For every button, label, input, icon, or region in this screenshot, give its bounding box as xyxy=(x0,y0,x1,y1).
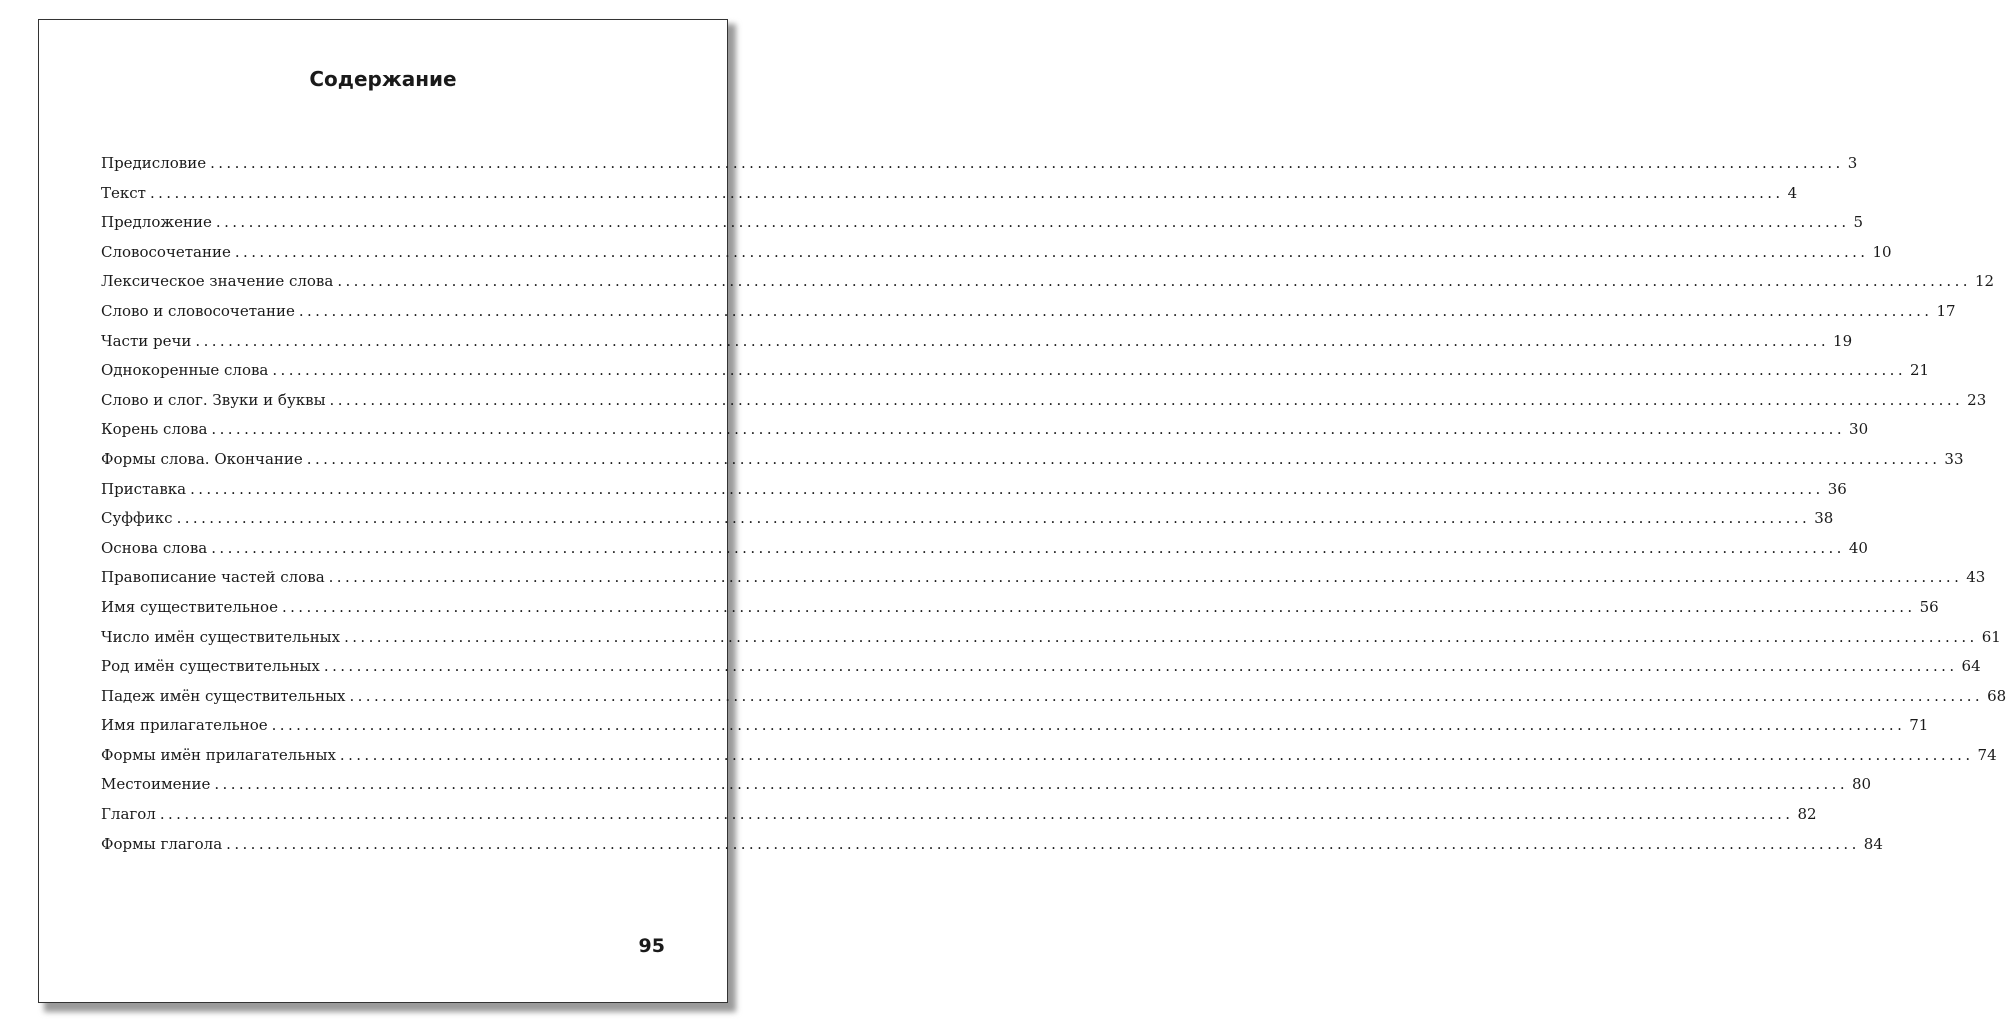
toc-entry-page: 84 xyxy=(1863,834,1883,853)
toc-entry-label: Слово и словосочетание xyxy=(101,301,295,320)
toc-entry xyxy=(101,538,1868,569)
toc-entry xyxy=(101,331,1853,362)
dot-leader: ........................................................................................................................................................................................................ xyxy=(272,361,1906,380)
dot-leader: ........................................................................................................................................................................................................ xyxy=(214,775,1849,794)
dot-leader: ........................................................................................................................................................................................................ xyxy=(306,449,1941,468)
dot-leader: ........................................................................................................................................................................................................ xyxy=(339,745,1974,764)
dot-leader: ........................................................................................................................................................................................................ xyxy=(211,420,1846,439)
toc-entry-label: Корень слова xyxy=(101,420,208,439)
toc-entry-page: 3 xyxy=(1847,154,1858,172)
dot-leader: ........................................................................................................................................................................................................ xyxy=(195,331,1830,350)
table-of-contents xyxy=(101,154,2006,864)
toc-entry-label: Однокоренные слова xyxy=(101,361,269,380)
toc-entry xyxy=(101,509,1834,539)
toc-entry-page: 43 xyxy=(1966,568,1986,587)
toc-entry xyxy=(101,657,1981,687)
toc-entry-label: Предложение xyxy=(101,213,212,232)
toc-entry-page: 4 xyxy=(1787,183,1798,202)
toc-entry-page: 38 xyxy=(1814,509,1834,528)
toc-entry-label: Местоимение xyxy=(101,775,211,794)
dot-leader: ........................................................................................................................................................................................................ xyxy=(211,538,1845,557)
dot-leader: ........................................................................................................................................................................................................ xyxy=(176,509,1811,528)
toc-entry xyxy=(101,834,1883,865)
toc-entry-page: 40 xyxy=(1848,538,1868,557)
dot-leader: ........................................................................................................................................................................................................ xyxy=(215,213,1850,232)
toc-entry-page: 64 xyxy=(1961,657,1981,676)
toc-entry xyxy=(101,272,1995,302)
toc-entry-page: 23 xyxy=(1967,390,1987,409)
dot-leader: ........................................................................................................................................................................................................ xyxy=(337,272,1971,291)
toc-entry xyxy=(101,716,1929,746)
toc-entry-page: 61 xyxy=(1981,627,2001,646)
toc-entry-label: Слово и слог. Звуки и буквы xyxy=(101,390,326,409)
toc-entry xyxy=(101,390,1987,421)
toc-entry-page: 10 xyxy=(1872,242,1892,261)
toc-entry-page: 68 xyxy=(1987,686,2006,705)
dot-leader: ........................................................................................................................................................................................................ xyxy=(329,390,1964,409)
dot-leader: ........................................................................................................................................................................................................ xyxy=(210,154,1844,172)
dot-leader: ........................................................................................................................................................................................................ xyxy=(226,834,1860,853)
toc-entry-page: 36 xyxy=(1827,479,1847,498)
toc-entry xyxy=(101,242,1892,273)
toc-entry-page: 30 xyxy=(1849,420,1869,439)
toc-entry xyxy=(101,568,1986,598)
toc-entry xyxy=(101,479,1847,510)
toc-entry-page: 74 xyxy=(1977,745,1997,764)
toc-entry xyxy=(101,449,1964,480)
dot-leader: ........................................................................................................................................................................................................ xyxy=(234,242,1869,261)
toc-entry xyxy=(101,627,2001,658)
toc-entry-label: Суффикс xyxy=(101,509,173,528)
dot-leader: ........................................................................................................................................................................................................ xyxy=(159,805,1794,824)
dot-leader: ........................................................................................................................................................................................................ xyxy=(323,657,1958,676)
toc-entry-page: 19 xyxy=(1833,331,1853,350)
toc-entry-label: Падеж имён существительных xyxy=(101,686,346,705)
toc-entry-page: 17 xyxy=(1936,301,1956,320)
dot-leader: ........................................................................................................................................................................................................ xyxy=(349,686,1984,705)
toc-entry-label: Приставка xyxy=(101,479,187,498)
toc-entry xyxy=(101,745,1997,776)
dot-leader: ........................................................................................................................................................................................................ xyxy=(281,597,1916,616)
dot-leader: ........................................................................................................................................................................................................ xyxy=(149,183,1784,202)
toc-entry xyxy=(101,183,1798,214)
toc-entry-label: Формы имён прилагательных xyxy=(101,745,336,764)
toc-entry-page: 5 xyxy=(1853,213,1864,232)
toc-entry xyxy=(101,597,1939,628)
page-title: Содержание xyxy=(309,67,457,91)
toc-entry-page: 21 xyxy=(1910,361,1930,380)
toc-entry-page: 12 xyxy=(1974,272,1995,291)
toc-entry-label: Число имён существительных xyxy=(101,627,341,646)
toc-entry xyxy=(101,686,2006,717)
toc-entry-label: Глагол xyxy=(101,805,156,824)
toc-entry-label: Словосочетание xyxy=(101,242,231,261)
page-number: 95 xyxy=(638,935,665,957)
toc-entry-label: Основа слова xyxy=(101,538,208,557)
toc-entry-label: Лексическое значение слова xyxy=(101,272,334,291)
toc-entry-page: 80 xyxy=(1852,775,1872,794)
toc-entry xyxy=(101,154,1858,184)
toc-entry-label: Текст xyxy=(101,183,146,202)
toc-entry xyxy=(101,805,1817,835)
dot-leader: ........................................................................................................................................................................................................ xyxy=(271,716,1906,735)
toc-entry-page: 82 xyxy=(1797,805,1817,824)
toc-entry-page: 71 xyxy=(1909,716,1929,735)
toc-entry-label: Предисловие xyxy=(101,154,207,172)
dot-leader: ........................................................................................................................................................................................................ xyxy=(344,627,1978,646)
toc-entry-label: Имя существительное xyxy=(101,597,278,616)
toc-entry-page: 33 xyxy=(1944,449,1964,468)
book-page xyxy=(38,19,2006,1003)
toc-entry-page: 56 xyxy=(1919,597,1939,616)
toc-entry xyxy=(101,361,1930,391)
toc-entry-label: Правописание частей слова xyxy=(101,568,325,587)
dot-leader: ........................................................................................................................................................................................................ xyxy=(190,479,1824,498)
toc-entry xyxy=(101,301,1956,332)
toc-entry-label: Формы слова. Окончание xyxy=(101,449,303,468)
toc-entry xyxy=(101,775,1872,805)
toc-entry-label: Части речи xyxy=(101,331,192,350)
dot-leader: ........................................................................................................................................................................................................ xyxy=(298,301,1933,320)
toc-entry xyxy=(101,420,1869,450)
dot-leader: ........................................................................................................................................................................................................ xyxy=(328,568,1963,587)
toc-entry xyxy=(101,213,1864,243)
toc-entry-label: Формы глагола xyxy=(101,834,223,853)
toc-entry-label: Имя прилагательное xyxy=(101,716,268,735)
toc-entry-label: Род имён существительных xyxy=(101,657,320,676)
